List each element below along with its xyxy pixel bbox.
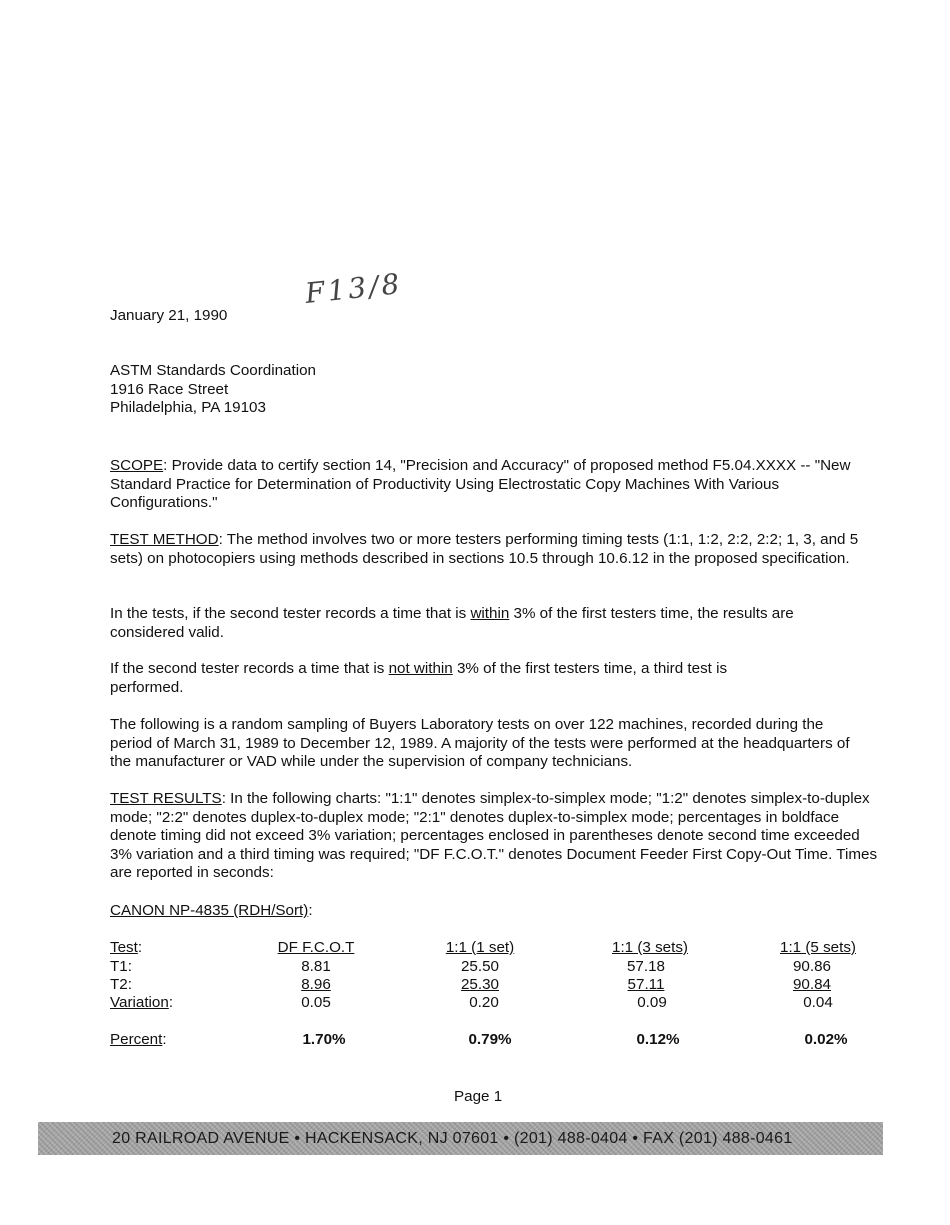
percent-value: 0.12% <box>636 1031 680 1048</box>
not-within-emphasis: not within <box>388 660 453 677</box>
within-text-before: In the tests, if the second tester records a time that is <box>110 605 471 622</box>
recipient-line-1: ASTM Standards Coordination <box>110 362 316 379</box>
within-emphasis: within <box>470 605 510 622</box>
column-header: 1:1 (5 sets) <box>780 939 856 956</box>
t2-value: 25.30 <box>460 976 499 993</box>
test-results-label: TEST RESULTS <box>110 790 222 807</box>
scope-text: : Provide data to certify section 14, "Precision and Accuracy" of proposed method F5.04.XXXX -- "New Standard Practice for Determination of Productivity Using Electrostatic Copy Machines With Various Configurations." <box>110 457 851 512</box>
column-header: DF F.C.O.T <box>277 939 355 956</box>
not-within-text-before: If the second tester records a time that is <box>110 660 389 677</box>
variation-value: 0.20 <box>469 994 499 1011</box>
sampling-paragraph: The following is a random sampling of Buyers Laboratory tests on over 122 machines, recorded during the period of March 31, 1989 to December 12, 1989. A majority of the tests were performed at the headquarters of the manufacturer or VAD while under the supervision of company technicians. <box>110 716 850 771</box>
row-label-t2: T2: <box>110 976 132 993</box>
scope-label: SCOPE <box>110 457 164 474</box>
machine-name: CANON NP-4835 (RDH/Sort) <box>110 902 309 919</box>
t2-value: 8.96 <box>301 976 331 993</box>
within-paragraph <box>110 605 810 642</box>
not-within-paragraph <box>110 660 800 697</box>
machine-suffix: : <box>308 902 313 919</box>
within-text-after: 3% of the first testers time, the results are considered valid. <box>110 605 794 641</box>
row-label-t1: T1: <box>110 958 132 975</box>
scope-paragraph <box>110 457 880 513</box>
row-label-percent: Percent: <box>110 1031 167 1048</box>
test-results-text: : In the following charts: "1:1" denotes simplex-to-simplex mode; "1:2" denotes simplex-to-duplex mode; "2:2" denotes duplex-to-duplex mode; "2:1" denotes duplex-to-simplex mode; percentages in boldface denote timing did not exceed 3% variation; percentages enclosed in parentheses denote second time exceeded 3% variation and a third timing was required; "DF F.C.O.T." denotes Document Feeder First Copy-Out Time. Times are reported in seconds: <box>110 790 878 882</box>
letter-date: January 21, 1990 <box>110 307 228 324</box>
percent-value: 1.70% <box>302 1031 346 1048</box>
row-label-test: Test: <box>110 939 143 956</box>
test-method-label: TEST METHOD <box>110 531 219 548</box>
test-method-text: : The method involves two or more testers performing timing tests (1:1, 1:2, 2:2, 2:2; 1, 3, and 5 sets) on photocopiers using methods described in sections 10.5 through 10.6.12 in the proposed specification. <box>110 531 859 567</box>
column-header: 1:1 (1 set) <box>445 939 515 956</box>
percent-value: 0.79% <box>468 1031 512 1048</box>
percent-value: 0.02% <box>804 1031 848 1048</box>
t1-value: 25.50 <box>460 958 499 975</box>
recipient-line-3: Philadelphia, PA 19103 <box>110 399 266 417</box>
test-results-paragraph <box>110 790 880 883</box>
t1-value: 57.18 <box>626 958 665 975</box>
variation-value: 0.09 <box>637 994 667 1011</box>
row-label-variation: Variation: <box>110 994 174 1011</box>
machine-heading <box>110 902 313 921</box>
test-method-paragraph <box>110 531 880 568</box>
column-header: 1:1 (3 sets) <box>612 939 688 956</box>
variation-value: 0.05 <box>301 994 331 1011</box>
not-within-text-after: 3% of the first testers time, a third test is performed. <box>110 660 728 696</box>
t1-value: 90.86 <box>792 958 831 975</box>
variation-value: 0.04 <box>803 994 833 1011</box>
recipient-address <box>110 362 316 418</box>
handwritten-file-mark: F13/8 <box>303 267 404 310</box>
t1-value: 8.81 <box>301 958 331 975</box>
recipient-line-2: 1916 Race Street <box>110 380 229 398</box>
page-number: Page 1 <box>454 1088 503 1105</box>
footer-address: 20 RAILROAD AVENUE • HACKENSACK, NJ 07601 • (201) 488-0404 • FAX (201) 488-0461 <box>112 1130 793 1147</box>
t2-value: 90.84 <box>792 976 831 993</box>
t2-value: 57.11 <box>627 976 665 993</box>
